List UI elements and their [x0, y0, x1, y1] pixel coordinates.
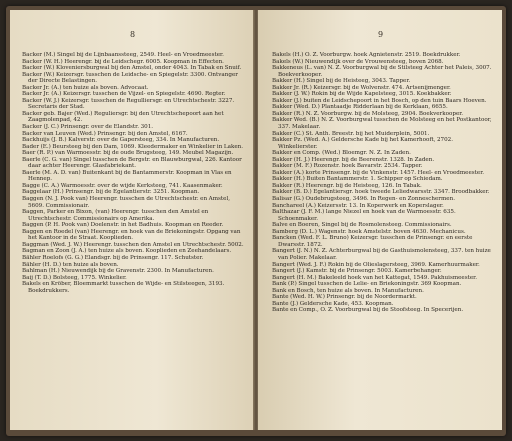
directory-entry: Bakker (M. F.) Rozenstr. hoek Bavarstr. 2534. Tapper. — [272, 163, 423, 170]
directory-entry: Bagge (C. A.) Warmoesstr. over de wijde Kerksteeg, 741. Kaasenmaker. — [22, 182, 223, 189]
directory-entry: Backer (W. H.) Heerengr. bij de Leidschegr. 6005. Koopman in Effecten. — [22, 58, 224, 65]
directory-entry: Bader (E.) Beursteeg bij den Dam, 1069. Kleedermaker en Winkelier in Laken. — [22, 143, 244, 150]
directory-entry: Bakker Wed. (B.) N. Z. Voorburgwal tusschen de Molsteeg en het Postkantoor, 337. Makelaar. — [272, 117, 492, 131]
directory-entry: Bakker (B. D.) Egelantiersgr. hoek tweede Leliedwarsstr. 3347. Broodbakker. — [272, 189, 490, 196]
directory-entry: Bakels (W.) Nieuwendijk over de Vrouwensteeg, boven 2068. — [272, 58, 444, 65]
directory-entry: Baggen, Parker en Bixon, (van) Heerengr. tusschen den Amstel en Utrechtschestr. Commissionairs op Amerika. — [22, 209, 209, 222]
directory-entry: Backer Jr. (A.) Keizersgr. tusschen de Vijzel- en Spiegelstr. 4690. Regter. — [22, 91, 226, 98]
directory-entry: Backer (W. J.) Keizersgr. tusschen de Regulliersgr. en Utrechtschestr. 3227. Secretaris der Stad. — [22, 97, 235, 111]
directory-entry: Bähler Roelofs (G. G.) Elandsgr. bij de Prinsengr. 117. Schutster. — [22, 254, 204, 261]
directory-entry: Baggman (Wed. J. W.) Heerengr. tusschen den Amstel en Utrechtschestr. 5002. — [22, 241, 244, 248]
directory-entry: Banchareel (A.) Keizersstr. 13. In Koperwerk en Koperslager. — [272, 202, 444, 209]
directory-entry: Bancken (Wed. F. L. Bruno) Keizersgr. tusschen de Prinsengr. en eerste Dwarsstr. 1872. — [272, 235, 473, 248]
directory-entry: Baer (R. P.) van Warmoesstr. bij de oude Brugsteeg, 149. Meubel Magazijn. — [22, 150, 234, 157]
directory-entry: Bakker (C.) St. Anth. Breestr. bij het Muiderplein, 5001. — [272, 130, 430, 137]
directory-entry: Baggelaar (H.) Prinsengr. bij de Egelantierstr. 3251. Koopman. — [22, 189, 200, 196]
directory-entry: Bante en Comp., O. Z. Voorburgwal bij de Stoofsteeg. In Specerijen. — [272, 307, 464, 314]
directory-entry: Bakker (R.) N. Z. Voorburgw. bij de Molsteeg, 2904. Boekverkooper. — [272, 110, 464, 117]
directory-entry: Bank en Bosch, ten huize als boven. In Manufacturen. — [272, 287, 424, 294]
directory-entry: Bakels en Kröber, Bloemmarkt tusschen de Wijde- en Stilsteegen, 3193. Boekdrukkers. — [22, 281, 225, 294]
directory-entry: Backer (M.) Singel bij de Lijnbaanssteeg, 2549. Heel- en Vroedmeester. — [22, 52, 224, 58]
directory-entry: Baggen en Roedel (van) Heerengr. en hoek van de Briekoningstr. Opgang van het Kantoor in de Straat. Kooplieden. — [22, 228, 241, 242]
directory-entry: Bangert (H. M.) Bakeleeld hoek van het Kattegat, 1549. Pakhuismeester. — [272, 274, 478, 281]
book-spread — [6, 6, 506, 436]
directory-entry: Backer (W.) Kloveniersburgwal bij den Amstel, onder 4043. In Tabak en Snuif. — [22, 65, 242, 72]
directory-entry: Bakels (H.) O. Z. Voorburgw. hoek Agnietenstr. 2519. Boekdrukker. — [272, 52, 461, 58]
directory-entry: Bamberg (D. L.) Wagenstr. hoek Amstelstr. boven 4630. Mechanicus. — [272, 228, 466, 235]
directory-entry: Backer (W.) Keizersgr. tusschen de Leidsche- en Spiegelstr. 3300. Ontvanger der Directe Belastingen. — [22, 71, 238, 85]
directory-entry: Backhuijs (J. B.) Kalverstr. over de Gapersteeg, 334. In Manufacturen. — [22, 137, 220, 144]
directory-entry: Bakker (H. J.) Heerengr. bij de Beerenstr. 1328. In Zaden. — [272, 156, 435, 163]
directory-entry: Backer (J. C.) Prinsengr. over de Elandstr. 301. — [22, 124, 154, 131]
directory-entry: Bangert (J. N.) N. Z. Achterburgwal bij de Gasthuismolensteeg, 337. ten huize van Polier. Makelaar. — [272, 248, 491, 261]
directory-entry: Balisar (G.) Oudebrugsteeg, 3496. In Regen- en Zonneschermen. — [272, 196, 455, 203]
directory-entry: Bakker Pz. (Wed. A.) Geldersche Kade bij het Kamerhooft, 2702. Winkelierster. — [272, 137, 454, 150]
directory-entry: Bakkeneus (L. van) N. Z. Voorburgwal bij de Stilsteeg Achter het Paleis, 3007. Boekverkooper. — [272, 65, 492, 78]
directory-entry: Bakker (A.) korte Prinsengr. bij de Vinkenstr. 1457. Heel- en Vroedmeester. — [272, 169, 485, 176]
directory-entry: Bakker en Comp. (Wed.) Bloemgr. N. Z. In Zaden. — [272, 150, 411, 157]
directory-entry: Bank (P.) Singel tusschen de Lelie- en Briekoningstr. 369 Koopman. — [272, 281, 462, 288]
directory-entry: Balthazar (J. F. M.) lange Niezel en hoek van de Warmoesstr. 635. Schoenmaker. — [272, 209, 456, 222]
directory-entry: Bakker (H.) Buiten Bantammerstr. 1. Schipper op Schiedam. — [272, 176, 443, 183]
directory-entry: Baerle (C. G. van) Singel tusschen de Bergstr. en Blauwburgwal, 226. Kantoor daar achter Heerengr. Glasfabriekant. — [22, 156, 242, 170]
directory-entry: Baggen (N. J. Pook van) Heerengr. tusschen de Utrechtschestr. en Amstel, 5609. Commissionair. — [22, 196, 231, 209]
directory-entry: Bakker (Wed. D.) Plantaadje Ridderlaan bij de Kerklaan, 6655. — [272, 104, 448, 111]
directory-entry: Bähler (H. D.) ten huize als boven. — [22, 261, 119, 268]
directory-entry: Bante (J.) Geldersche Kade, 453. Koopman. — [272, 300, 394, 307]
directory-entry: Bagman en Zoon (J. A.) ten huize als boven. Kooplieden en Zeehandelaars. — [22, 248, 232, 255]
entry-list — [22, 52, 246, 294]
directory-entry: Bante (Wed. H. W.) Prinsengr. bij de Noordermarkt. — [272, 294, 417, 301]
directory-entry: Bakker (J. W.) Rokin bij de Wijde Kapelsteeg, 3015. Koekbakker. — [272, 91, 452, 98]
page-number: 8 — [130, 30, 136, 39]
entry-list — [272, 52, 494, 314]
directory-entry: Bakker (H.) Singel bij de Heisteeg, 3043. Tapper. — [272, 78, 411, 85]
directory-entry: Backer geb. Bajer (Wed.) Reguliersgr. bij den Utrechtschepoort aan het Zaagmolenpad, 42. — [22, 110, 224, 124]
directory-entry: Backer van Leuven (Wed.) Prinsengr. bij den Amstel, 6167. — [22, 130, 188, 137]
directory-entry: Bakker (R.) Heerengr. bij de Heisteeg, 126. In Tabak. — [272, 182, 422, 189]
left-page — [10, 10, 254, 430]
directory-entry: Bahlman (H.) Nieuwendijk bij de Gravenstr. 2300. In Manufacturen. — [22, 268, 214, 275]
page-number: 9 — [378, 30, 384, 39]
directory-entry: Baggen (P. H. Pook van) Doelenstr. in het Badhuis. Koopman en Reeder. — [22, 222, 224, 229]
directory-entry: Bangert (J.) Kamstr. bij de Prinsengr. 5003. Kamerbehanger. — [272, 268, 442, 275]
directory-entry: Balve en Boeren, Singel bij de Rosmolensteeg. Commissionairs. — [272, 222, 452, 229]
directory-entry: Bangert (Wed. J. F.) Rokin bij de Olieslagersteeg, 3969. Kamerhuurmaker. — [272, 261, 480, 268]
directory-entry: Bakker (J.) buiten de Leidschepoort in het Bosch, op den tuin Baars Hoeven. — [272, 97, 487, 104]
directory-entry: Backer Jr. (A.) ten huize als boven. Advocaat. — [22, 84, 149, 91]
directory-entry: Bakker Jr. (R.) Keizersgr. bij de Wolvenstr. 474. Artsenijmenger. — [272, 84, 451, 91]
right-page — [258, 10, 502, 430]
directory-entry: Baij (T. D.) Bolsteeg, 1775. Winkelier. — [22, 274, 127, 281]
directory-entry: Baerle (M. A. D. van) Buitenkant bij de Bantammerstr. Koopman in Vlas en Hennep. — [22, 169, 232, 183]
